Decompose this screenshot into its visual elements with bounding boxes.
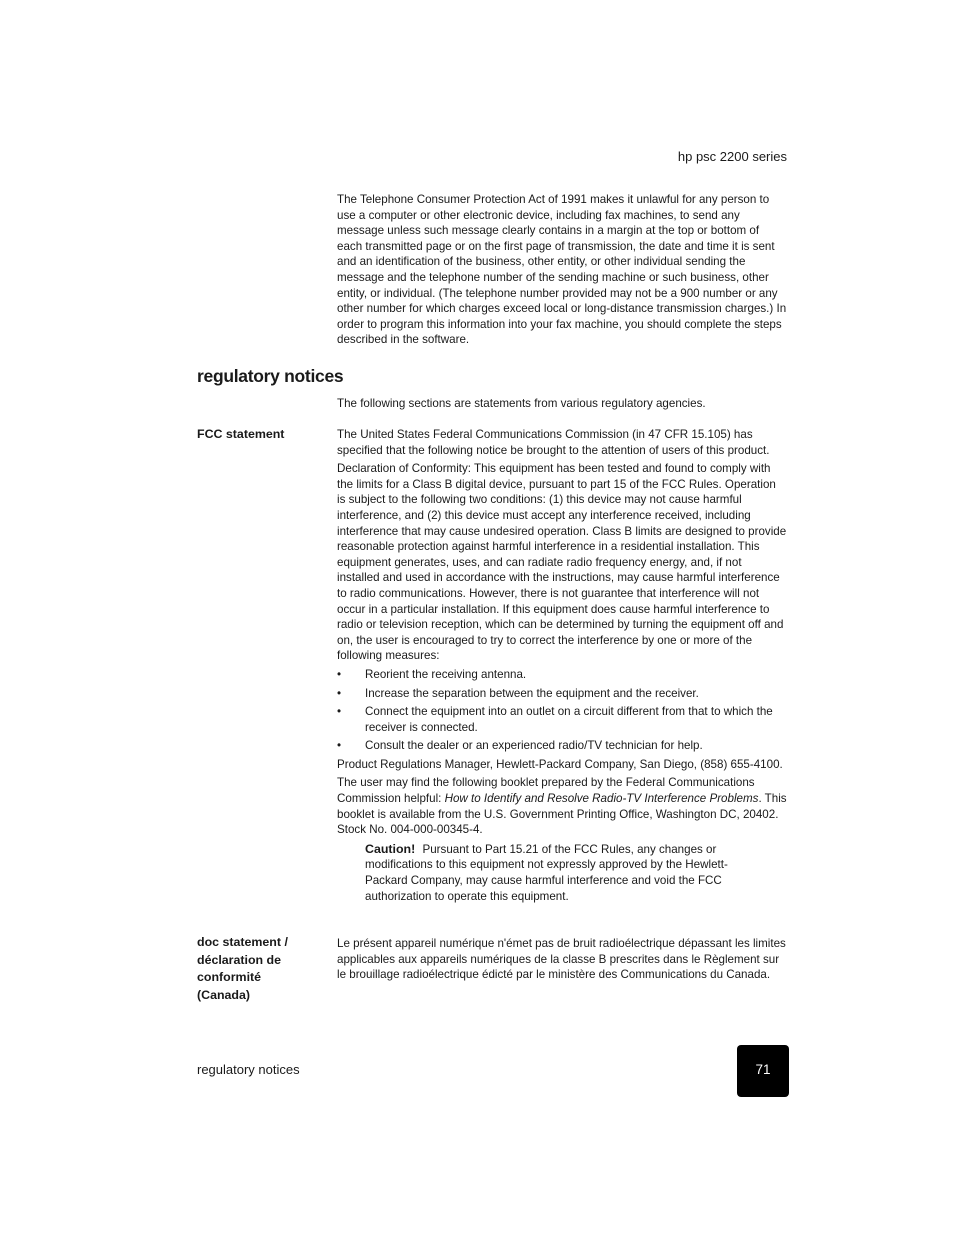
footer-section-label: regulatory notices xyxy=(197,1062,300,1077)
booklet-text-after: . This booklet is available from the U.S. Government Printing Office, Washington DC, 20402. Stock No. 004-000-00345-4. xyxy=(337,792,787,837)
section-intro xyxy=(337,396,787,415)
measures-list xyxy=(337,667,787,754)
list-item-text: Increase the separation between the equipment and the receiver. xyxy=(365,686,699,700)
booklet-title: How to Identify and Resolve Radio-TV Interference Problems xyxy=(444,792,759,806)
doc-statement-heading: doc statement / déclaration de conformité (Canada) xyxy=(197,935,288,1002)
list-item-text: Reorient the receiving antenna. xyxy=(365,667,527,681)
running-header: hp psc 2200 series xyxy=(677,149,787,164)
page-number: 71 xyxy=(755,1061,771,1077)
list-item xyxy=(337,686,787,702)
section-intro-text: The following sections are statements from various regulatory agencies. xyxy=(337,397,706,410)
fcc-paragraph-1: The United States Federal Communications Commission (in 47 CFR 15.105) has specified that the following notice be brought to the attention of users of this product. xyxy=(337,428,770,457)
bullet-icon: • xyxy=(337,705,342,719)
fcc-paragraph-4 xyxy=(337,775,787,837)
fcc-statement-body xyxy=(337,427,787,904)
page-number-badge xyxy=(737,1045,789,1097)
bullet-icon: • xyxy=(337,739,342,753)
list-item xyxy=(337,704,787,735)
bullet-icon: • xyxy=(337,667,342,681)
booklet-text-before: The user may find the following booklet prepared by the Federal Communications Commission helpful: xyxy=(337,776,755,806)
caution-note xyxy=(337,842,730,904)
list-item xyxy=(337,667,787,683)
fcc-paragraph-3: Product Regulations Manager, Hewlett-Packard Company, San Diego, (858) 655-4100. xyxy=(337,757,783,771)
doc-text: Le présent appareil numérique n'émet pas de bruit radioélectrique dépassant les limites applicables aux appareils numériques de la classe B prescrites dans le Règlement sur le brouillage radioélectrique édicté par le ministère des Communications du Canada. xyxy=(337,937,786,982)
list-item-text: Consult the dealer or an experienced radio/TV technician for help. xyxy=(365,739,703,753)
fcc-statement-heading: FCC statement xyxy=(197,427,285,441)
tcpa-text: The Telephone Consumer Protection Act of 1991 makes it unlawful for any person to use a computer or other electronic device, including fax machines, to send any message unless such message clearly contains in a margin at the top or bottom of each transmitted page or on the first page of transmission, the date and time it is sent and an identification of the business, other entity, or other individual sending the message and the telephone number of the sending machine or such business, other entity, or individual. (The telephone number provided may not be a 900 number or any other number for which charges exceed local or long-distance transmission charges.) In order to program this information into your fax machine, you should complete the steps described in the software. xyxy=(337,193,787,347)
list-item-text: Connect the equipment into an outlet on a circuit different from that to which the receiver is connected. xyxy=(365,705,773,734)
section-title: regulatory notices xyxy=(197,366,344,386)
bullet-icon: • xyxy=(337,686,342,700)
caution-label: Caution! xyxy=(365,841,416,856)
tcpa-paragraph xyxy=(337,192,787,351)
doc-statement-body xyxy=(337,936,787,986)
fcc-paragraph-2: Declaration of Conformity: This equipment has been tested and found to comply with the limits for a Class B digital device, pursuant to part 15 of the FCC Rules. Operation is subject to the following two conditions: (1) this device may not cause harmful interference, and (2) this device must accept any interference received, including interference that may cause undesired operation. Class B limits are designed to provide reasonable protection against harmful interference in a residential installation. This equipment generates, uses, and can radiate radio frequency energy, and, if not installed and used in accordance with the instructions, may cause harmful interference to radio communications. However, there is not guarantee that interference will not occur in a particular installation. If this equipment does cause harmful interference to radio or television reception, which can be determined by turning the equipment off and on, the user is encouraged to try to correct the interference by one or more of the following measures: xyxy=(337,462,787,663)
list-item xyxy=(337,738,787,754)
caution-text: Pursuant to Part 15.21 of the FCC Rules, any changes or modifications to this equipment not expressly approved by the Hewlett-Packard Company, may cause harmful interference and void the FCC authorization to operate this equipment. xyxy=(365,842,728,903)
